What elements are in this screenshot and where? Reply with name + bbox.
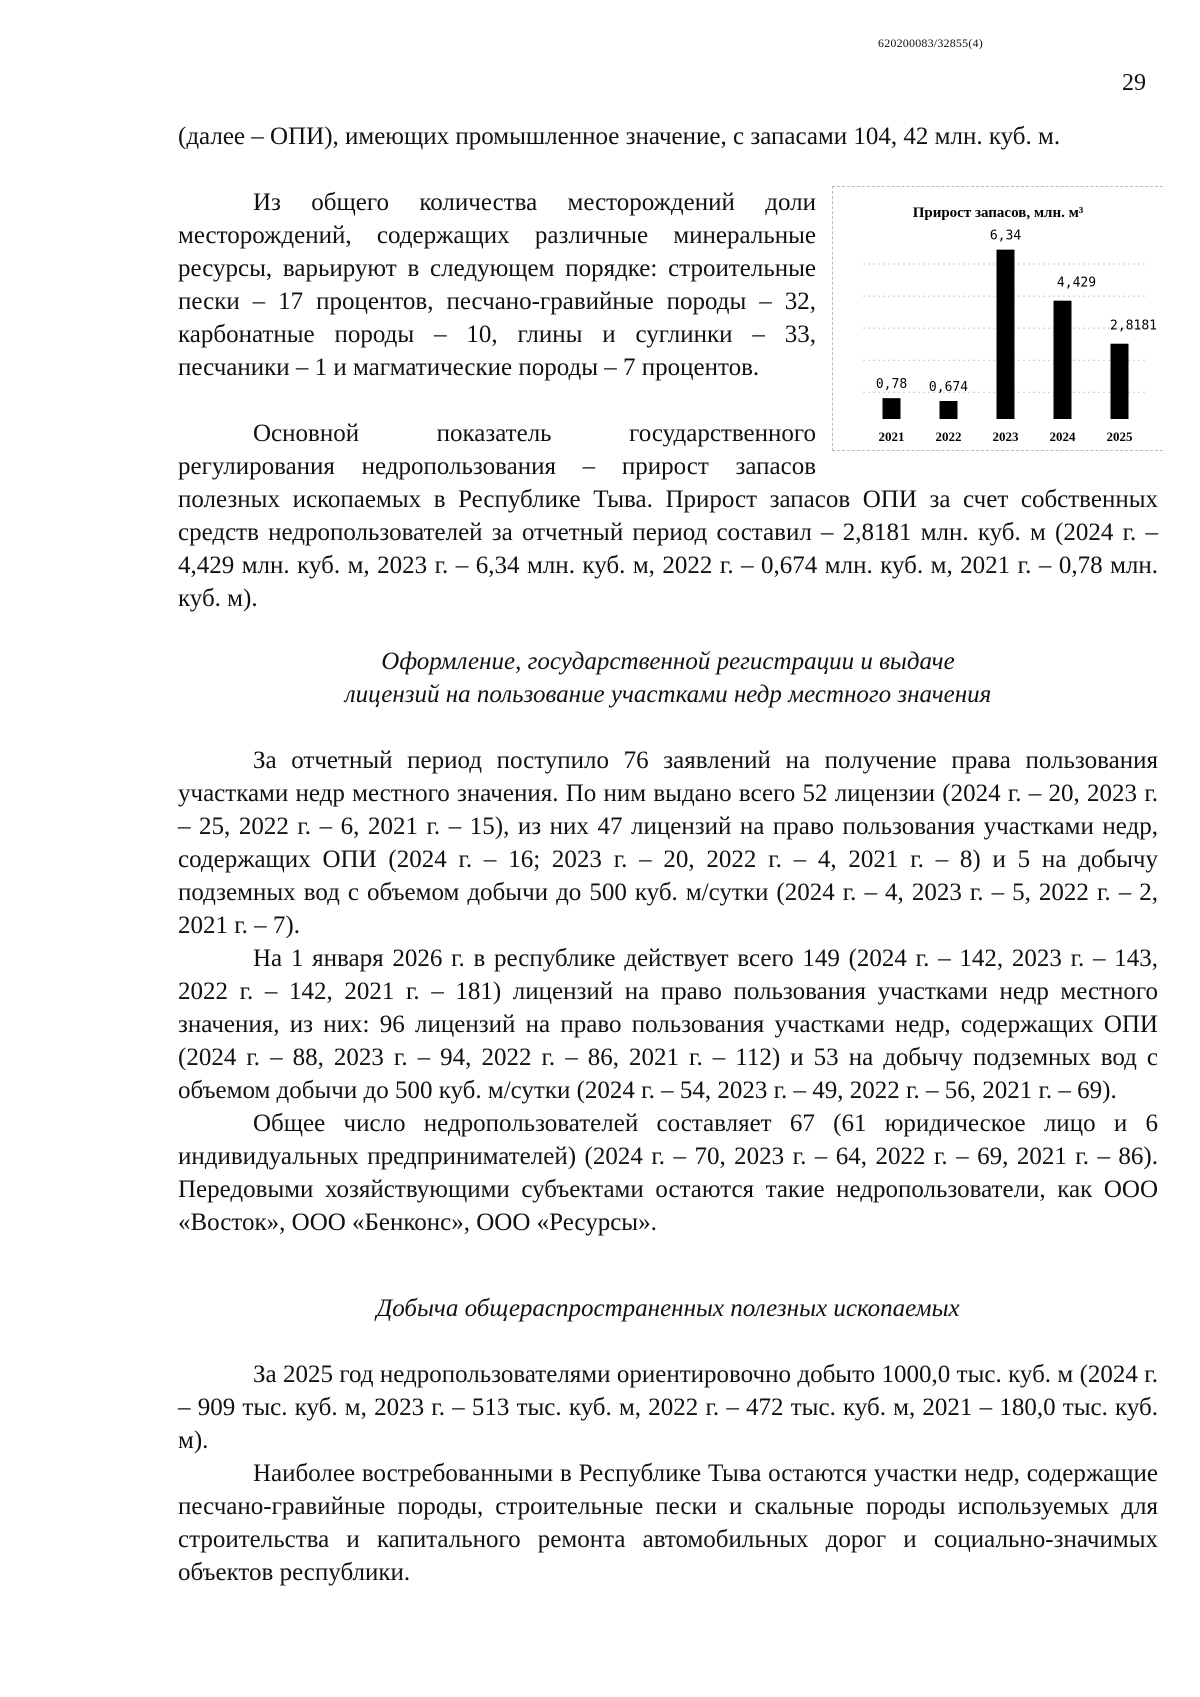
chart-category-labels <box>879 429 1134 444</box>
section-heading-extraction: Добыча общераспространенных полезных ископаемых <box>376 1295 960 1322</box>
chart-category-label-2021: 2021 <box>878 429 905 444</box>
section-licensing <box>178 645 1158 1239</box>
chart-bar-2025 <box>1111 344 1129 419</box>
chart-category-label-2024: 2024 <box>1049 429 1076 444</box>
chart-value-label-2023: 6,34 <box>989 228 1022 244</box>
chart-category-label-2025: 2025 <box>1106 429 1133 444</box>
paragraph-reserves-growth: Основной показатель государственного регулирования недропользования – прирост запасов полезных ископаемых в Республике Тыва. Прирост запасов ОПИ за счет собственных средств недропользователей за отчетный период составил – 2,8181 млн. куб. м (2024 г. – 4,429 млн. куб. м, 2023 г. – 6,34 млн. куб. м, 2022 г. – 0,674 млн. куб. м, 2021 г. – 0,78 млн. куб. м). <box>178 417 1158 615</box>
chart-bar-2023 <box>997 250 1015 419</box>
paragraph-applications: За отчетный период поступило 76 заявлений на получение права пользования участками недр местного значения. По ним выдано всего 52 лицензии (2024 г. – 20, 2023 г. – 25, 2022 г. – 6, 2021 г. – 15), из них 47 лицензий на право пользования участками недр, содержащих ОПИ (2024 г. – 16; 2023 г. – 20, 2022 г. – 4, 2021 г. – 8) и 5 на добычу подземных вод с объемом добычи до 500 куб. м/сутки (2024 г. – 4, 2023 г. – 5, 2022 г. – 2, 2021 г. – 7). <box>178 747 1158 939</box>
paragraph-subsoil-users: Общее число недропользователей составляет 67 (61 юридическое лицо и 6 индивидуальных предпринимателей) (2024 г. – 70, 2023 г. – 64, 2022 г. – 69, 2021 г. – 86). Передовыми хозяйствующими субъектами остаются такие недропользователи, как ООО «Восток», ООО «Бенконс», ООО «Ресурсы». <box>178 1110 1158 1236</box>
chart-title: Прирост запасов, млн. м³ <box>912 205 1084 221</box>
chart-category-label-2023: 2023 <box>992 429 1019 444</box>
section-heading-licensing-line2: лицензий на пользование участками недр местного значения <box>344 681 992 708</box>
page-number: 29 <box>1122 70 1146 96</box>
paragraph-demanded-plots: Наиболее востребованными в Республике Тыва остаются участки недр, содержащие песчано-гравийные породы, строительные пески и скальные породы используемых для строительства и капитального ремонта автомобильных дорог и социально-значимых объектов республики. <box>178 1460 1158 1586</box>
paragraph-mineral-shares: Из общего количества месторождений доли месторождений, содержащих различные минеральные ресурсы, варьируют в следующем порядке: строительные пески – 17 процентов, песчано-гравийные породы – 32, карбонатные породы – 10, глины и суглинки – 33, песчаники – 1 и магматические породы – 7 процентов. <box>178 189 816 381</box>
top-text-block <box>178 120 1158 153</box>
paragraph-continuation: (далее – ОПИ), имеющих промышленное значение, с запасами 104, 42 млн. куб. м. <box>178 123 1061 150</box>
chart-bar-2024 <box>1054 301 1072 419</box>
chart-bar-2021 <box>883 398 901 419</box>
chart-svg <box>833 187 1163 450</box>
paragraph-extraction-volume: За 2025 год недропользователями ориентировочно добыто 1000,0 тыс. куб. м (2024 г. – 909 тыс. куб. м, 2023 г. – 513 тыс. куб. м, 2022 г. – 472 тыс. куб. м, 2021 – 180,0 тыс. куб. м). <box>178 1361 1158 1454</box>
chart-value-label-2022: 0,674 <box>928 379 969 395</box>
section-extraction <box>178 1292 1158 1589</box>
reserves-growth-chart <box>832 186 1163 451</box>
chart-category-label-2022: 2022 <box>935 429 962 444</box>
chart-value-label-2024: 4,429 <box>1056 275 1097 291</box>
section-heading-licensing-line1: Оформление, государственной регистрации и выдаче <box>381 648 955 675</box>
chart-value-label-2025: 2,8181 <box>1110 318 1157 334</box>
document-number: 620200083/32855(4) <box>878 36 983 50</box>
chart-bar-2022 <box>940 401 958 419</box>
paragraph-active-licenses: На 1 января 2026 г. в республике действует всего 149 (2024 г. – 142, 2023 г. – 143, 2022 г. – 142, 2021 г. – 181) лицензий на право пользования участками недр местного значения, из них: 96 лицензий на право пользования участками недр, содержащих ОПИ (2024 г. – 88, 2023 г. – 94, 2022 г. – 86, 2021 г. – 112) и 53 на добычу подземных вод с объемом добычи до 500 куб. м/сутки (2024 г. – 54, 2023 г. – 49, 2022 г. – 56, 2021 г. – 69). <box>178 945 1158 1104</box>
chart-value-label-2021: 0,78 <box>875 377 908 393</box>
